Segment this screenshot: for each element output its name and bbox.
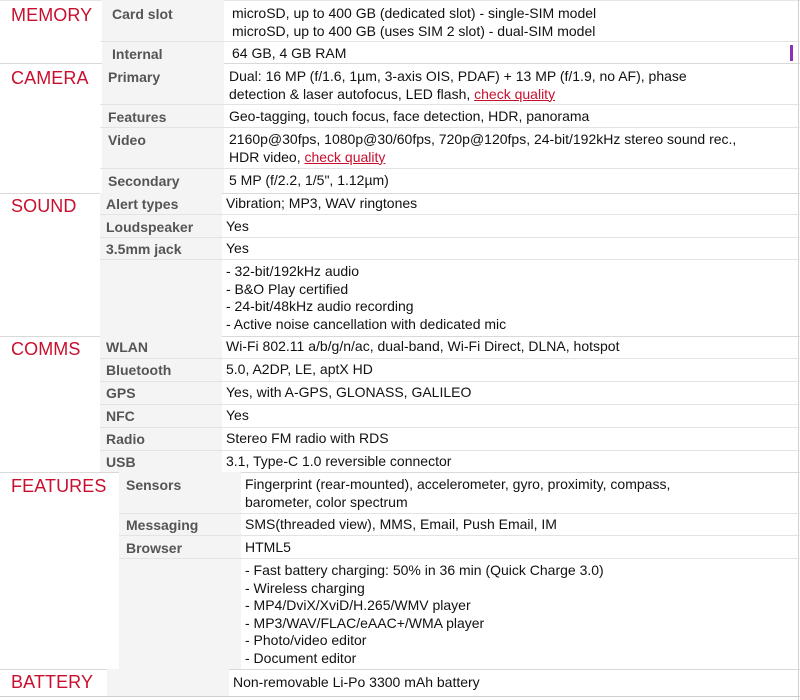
spec-value-card-slot (232, 5, 596, 40)
section-features (0, 472, 800, 670)
spec-label-wlan: WLAN (106, 339, 148, 355)
spec-value-feature-extras (245, 562, 604, 667)
value-line: - 32-bit/192kHz audio (226, 263, 360, 279)
spec-label-video: Video (108, 132, 146, 148)
value-line: Fingerprint (rear-mounted), accelerometer, gyro, proximity, compass, (245, 476, 671, 492)
spec-label-usb: USB (106, 454, 136, 470)
value-line: microSD, up to 400 GB (uses SIM 2 slot) - dual-SIM model (232, 22, 596, 39)
row-divider (119, 535, 800, 536)
row-divider (100, 127, 800, 128)
spec-value-primary (229, 68, 687, 103)
spec-label-audio-jack: 3.5mm jack (106, 241, 182, 257)
row-divider (100, 450, 800, 451)
spec-label-card-slot: Card slot (112, 6, 173, 22)
row-divider (100, 104, 800, 105)
table-bottom-border (0, 696, 800, 697)
label-column-battery (107, 669, 229, 696)
row-divider (100, 358, 800, 359)
value-line: - MP4/DviX/XviD/H.265/WMV player (245, 597, 471, 613)
row-divider (100, 427, 800, 428)
spec-value-alert-types: Vibration; MP3, WAV ringtones (226, 195, 418, 211)
spec-label-bluetooth: Bluetooth (106, 362, 172, 378)
check-quality-link[interactable]: check quality (474, 85, 556, 102)
value-line: barometer, color spectrum (245, 493, 408, 510)
value-line: - Fast battery charging: 50% in 36 min (Quick Charge 3.0) (245, 562, 604, 578)
spec-value-wlan: Wi-Fi 802.11 a/b/g/n/ac, dual-band, Wi-Fi Direct, DLNA, hotspot (226, 338, 620, 354)
section-memory (0, 0, 800, 64)
section-sound (0, 193, 800, 337)
value-line: - Wireless charging (245, 579, 365, 596)
section-title-features: FEATURES (11, 476, 107, 496)
section-title-memory: MEMORY (11, 5, 93, 25)
row-divider (100, 214, 800, 215)
section-title-sound: SOUND (11, 196, 77, 216)
row-divider (100, 404, 800, 405)
spec-value-messaging: SMS(threaded view), MMS, Email, Push Email, IM (245, 516, 557, 532)
spec-label-loudspeaker: Loudspeaker (106, 219, 194, 235)
value-line: microSD, up to 400 GB (dedicated slot) - single-SIM model (232, 5, 597, 21)
section-title-camera: CAMERA (11, 68, 89, 88)
value-line: Dual: 16 MP (f/1.6, 1µm, 3-axis OIS, PDAF) + 13 MP (f/1.9, no AF), phase (229, 68, 687, 84)
spec-value-browser: HTML5 (245, 539, 291, 555)
spec-value-features: Geo-tagging, touch focus, face detection, HDR, panorama (229, 108, 590, 124)
value-line: - Document editor (245, 649, 357, 666)
row-divider (100, 259, 800, 260)
section-title-battery: BATTERY (11, 672, 94, 692)
row-divider (100, 41, 800, 42)
spec-value-loudspeaker: Yes (226, 218, 249, 234)
row-divider (100, 168, 800, 169)
spec-label-gps: GPS (106, 385, 136, 401)
spec-label-sensors: Sensors (126, 477, 182, 493)
value-line: - 24-bit/48kHz audio recording (226, 298, 414, 314)
spec-value-bluetooth: 5.0, A2DP, LE, aptX HD (226, 361, 373, 377)
section-battery (0, 669, 800, 696)
spec-value-usb: 3.1, Type-C 1.0 reversible connector (226, 453, 452, 469)
spec-label-features: Features (108, 109, 167, 125)
spec-value-secondary: 5 MP (f/2.2, 1/5", 1.12µm) (229, 172, 389, 188)
value-line: - Active noise cancellation with dedicated mic (226, 315, 507, 332)
spec-value-internal: 64 GB, 4 GB RAM (232, 45, 347, 61)
spec-value-audio-jack: Yes (226, 240, 249, 256)
spec-value-sound-extras (226, 263, 506, 333)
value-line (229, 149, 736, 167)
spec-label-messaging: Messaging (126, 517, 199, 533)
spec-value-battery: Non-removable Li-Po 3300 mAh battery (233, 674, 480, 690)
spec-label-primary: Primary (108, 69, 161, 85)
row-divider (119, 558, 800, 559)
section-comms (0, 336, 800, 473)
spec-value-video (229, 131, 736, 166)
value-line: - Photo/video editor (245, 632, 367, 648)
row-divider (100, 381, 800, 382)
spec-value-gps: Yes, with A-GPS, GLONASS, GALILEO (226, 384, 472, 400)
spec-label-alert-types: Alert types (106, 196, 179, 212)
spec-label-secondary: Secondary (108, 173, 180, 189)
check-quality-link[interactable]: check quality (304, 148, 386, 165)
spec-value-nfc: Yes (226, 407, 249, 423)
section-camera (0, 63, 800, 194)
value-line: - B&O Play certified (226, 280, 349, 297)
value-line (229, 86, 687, 104)
label-column-features (119, 472, 241, 669)
value-text: HDR video, (229, 148, 305, 165)
spec-label-browser: Browser (126, 540, 183, 556)
spec-label-nfc: NFC (106, 408, 135, 424)
spec-label-radio: Radio (106, 431, 145, 447)
value-line: - MP3/WAV/FLAC/eAAC+/WMA player (245, 614, 485, 631)
section-title-comms: COMMS (11, 339, 81, 359)
value-line: 2160p@30fps, 1080p@30/60fps, 720p@120fps, 24-bit/192kHz stereo sound rec., (229, 131, 737, 147)
spec-label-internal: Internal (112, 46, 163, 62)
spec-value-sensors (245, 476, 670, 511)
row-divider (100, 237, 800, 238)
row-divider (119, 513, 800, 514)
value-text: detection & laser autofocus, LED flash, (229, 85, 475, 102)
spec-value-radio: Stereo FM radio with RDS (226, 430, 389, 446)
